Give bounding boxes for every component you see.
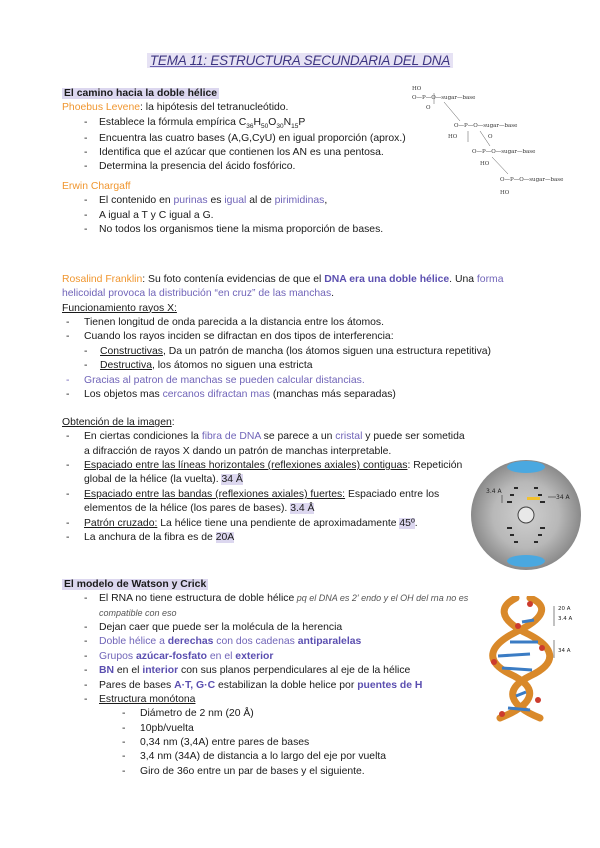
tetranucleotide-structure-figure: [408, 82, 598, 200]
list-item: - BN en el interior con sus planos perpendiculares al eje de la hélice: [62, 664, 482, 678]
subheading-obtencion: Obtención de la imagen:: [62, 417, 175, 428]
chem-label: HO: [480, 161, 490, 167]
chem-label: O—P—O—sugar—base: [472, 149, 536, 155]
page-title: TEMA 11: ESTRUCTURA SECUNDARIA DEL DNA: [0, 52, 600, 71]
section-heading: El modelo de Watson y Crick: [64, 579, 207, 590]
list-item: - Constructivas, Da un patrón de mancha (los átomos siguen una estructura repetitiva): [62, 345, 532, 359]
list-item: - 10pb/vuelta: [62, 722, 482, 736]
watson-crick-list: [62, 592, 482, 779]
list-item: - 0,34 nm (3,4A) entre pares de bases: [62, 736, 482, 750]
list-item: - Los objetos mas cercanos difractan mas (manchas más separadas): [62, 388, 532, 402]
helix-label: 20 A: [558, 606, 571, 612]
list-item: - Espaciado entre las bandas (reflexiones axiales) fuertes: Espaciado entre los elementos de la hélice (los pares de bases). 3.4 Å: [62, 488, 472, 517]
list-item: - Pares de bases A·T, G·C estabilizan la doble helice por puentes de H: [62, 679, 482, 693]
list-item: - Dejan caer que puede ser la molécula de la herencia: [62, 621, 482, 635]
chem-label: HO: [500, 190, 510, 196]
list-item: - La anchura de la fibra es de 20A: [62, 531, 472, 545]
xray-label: 34 A: [556, 494, 570, 501]
chem-label: O—P—O—sugar—base: [454, 123, 518, 129]
list-item: - Gracias al patron de manchas se pueden calcular distancias.: [62, 374, 532, 388]
list-item: - Doble hélice a derechas con dos cadenas antiparalelas: [62, 635, 482, 649]
dna-double-helix-figure: [480, 596, 592, 724]
helix-label: 34 A: [558, 648, 571, 654]
list-item: - Establece la fórmula empírica $C_{36}H_{50}O_{30}N_{15}P$: [62, 116, 512, 132]
chem-label: O—P—O—sugar—base: [500, 177, 564, 183]
section-watson-crick: [62, 578, 482, 779]
chem-label: HO: [412, 86, 422, 92]
list-item: - 3,4 nm (34A) de distancia a lo largo del eje por vuelta: [62, 750, 482, 764]
list-item: - Diámetro de 2 nm (20 Å): [62, 707, 482, 721]
list-item: - Determina la presencia del ácido fosfórico.: [62, 160, 512, 174]
rayos-x-list: [62, 316, 532, 402]
xray-diffraction-image: [470, 457, 582, 573]
list-item: - Espaciado entre las líneas horizontales (reflexiones axiales) contiguas: Repetición global de la hélice (la vuelta). 34 Å: [62, 459, 472, 488]
list-item: - Patrón cruzado: La hélice tiene una pendiente de aproximadamente 45º.: [62, 517, 472, 531]
list-item: - A igual a T y C igual a G.: [62, 209, 512, 223]
list-item: - El RNA no tiene estructura de doble hélice pq el DNA es 2' endo y el OH del rna no es compatible con eso: [62, 592, 482, 621]
list-item: - El contenido en purinas es igual al de pirimidinas,: [62, 194, 512, 208]
obtencion-list: [62, 430, 472, 545]
subheading-rayos-x: Funcionamiento rayos X:: [62, 302, 177, 314]
list-item: - Tienen longitud de onda parecida a la distancia entre los átomos.: [62, 316, 532, 330]
list-item: - Encuentra las cuatro bases (A,G,CyU) en igual proporción (aprox.): [62, 132, 512, 146]
chem-label: O: [426, 105, 431, 111]
list-item: - No todos los organismos tiene la misma proporción de bases.: [62, 223, 512, 237]
franklin-paragraph: Rosalind Franklin: Su foto contenía evidencias de que el DNA era una doble hélice. Una forma helicoidal provoca la distribución “en cruz” de las manchas.: [62, 274, 504, 300]
list-item: - En ciertas condiciones la fibra de DNA se parece a un cristal y puede ser sometida a difracción de rayos X dando un patrón de manchas interpretable.: [62, 430, 472, 459]
list-item: - Grupos azúcar-fosfato en el exterior: [62, 650, 482, 664]
helix-label: 3.4 A: [558, 616, 573, 622]
chem-label: O—P—O—sugar—base: [412, 95, 476, 101]
list-item: - Giro de 36o entre un par de bases y el siguiente.: [62, 765, 482, 779]
list-item: - Destructiva, los átomos no siguen una estricta: [62, 359, 532, 373]
chem-label: O: [488, 134, 493, 140]
chargaff-list: [62, 194, 512, 237]
chem-label: HO: [448, 134, 458, 140]
section-obtencion: [62, 416, 472, 545]
xray-label: 3.4 A: [486, 488, 502, 495]
list-item: - Estructura monótona: [62, 693, 482, 707]
levene-line: Phoebus Levene: la hipótesis del tetranucleótido.: [62, 102, 289, 114]
section-heading: El camino hacia la doble hélice: [64, 88, 218, 99]
list-item: - Cuando los rayos inciden se difractan en dos tipos de interferencia:: [62, 330, 532, 344]
chargaff-name: Erwin Chargaff: [62, 180, 131, 192]
section-franklin: [62, 273, 532, 402]
list-item: - Identifica que el azúcar que contienen los AN es una pentosa.: [62, 146, 512, 160]
